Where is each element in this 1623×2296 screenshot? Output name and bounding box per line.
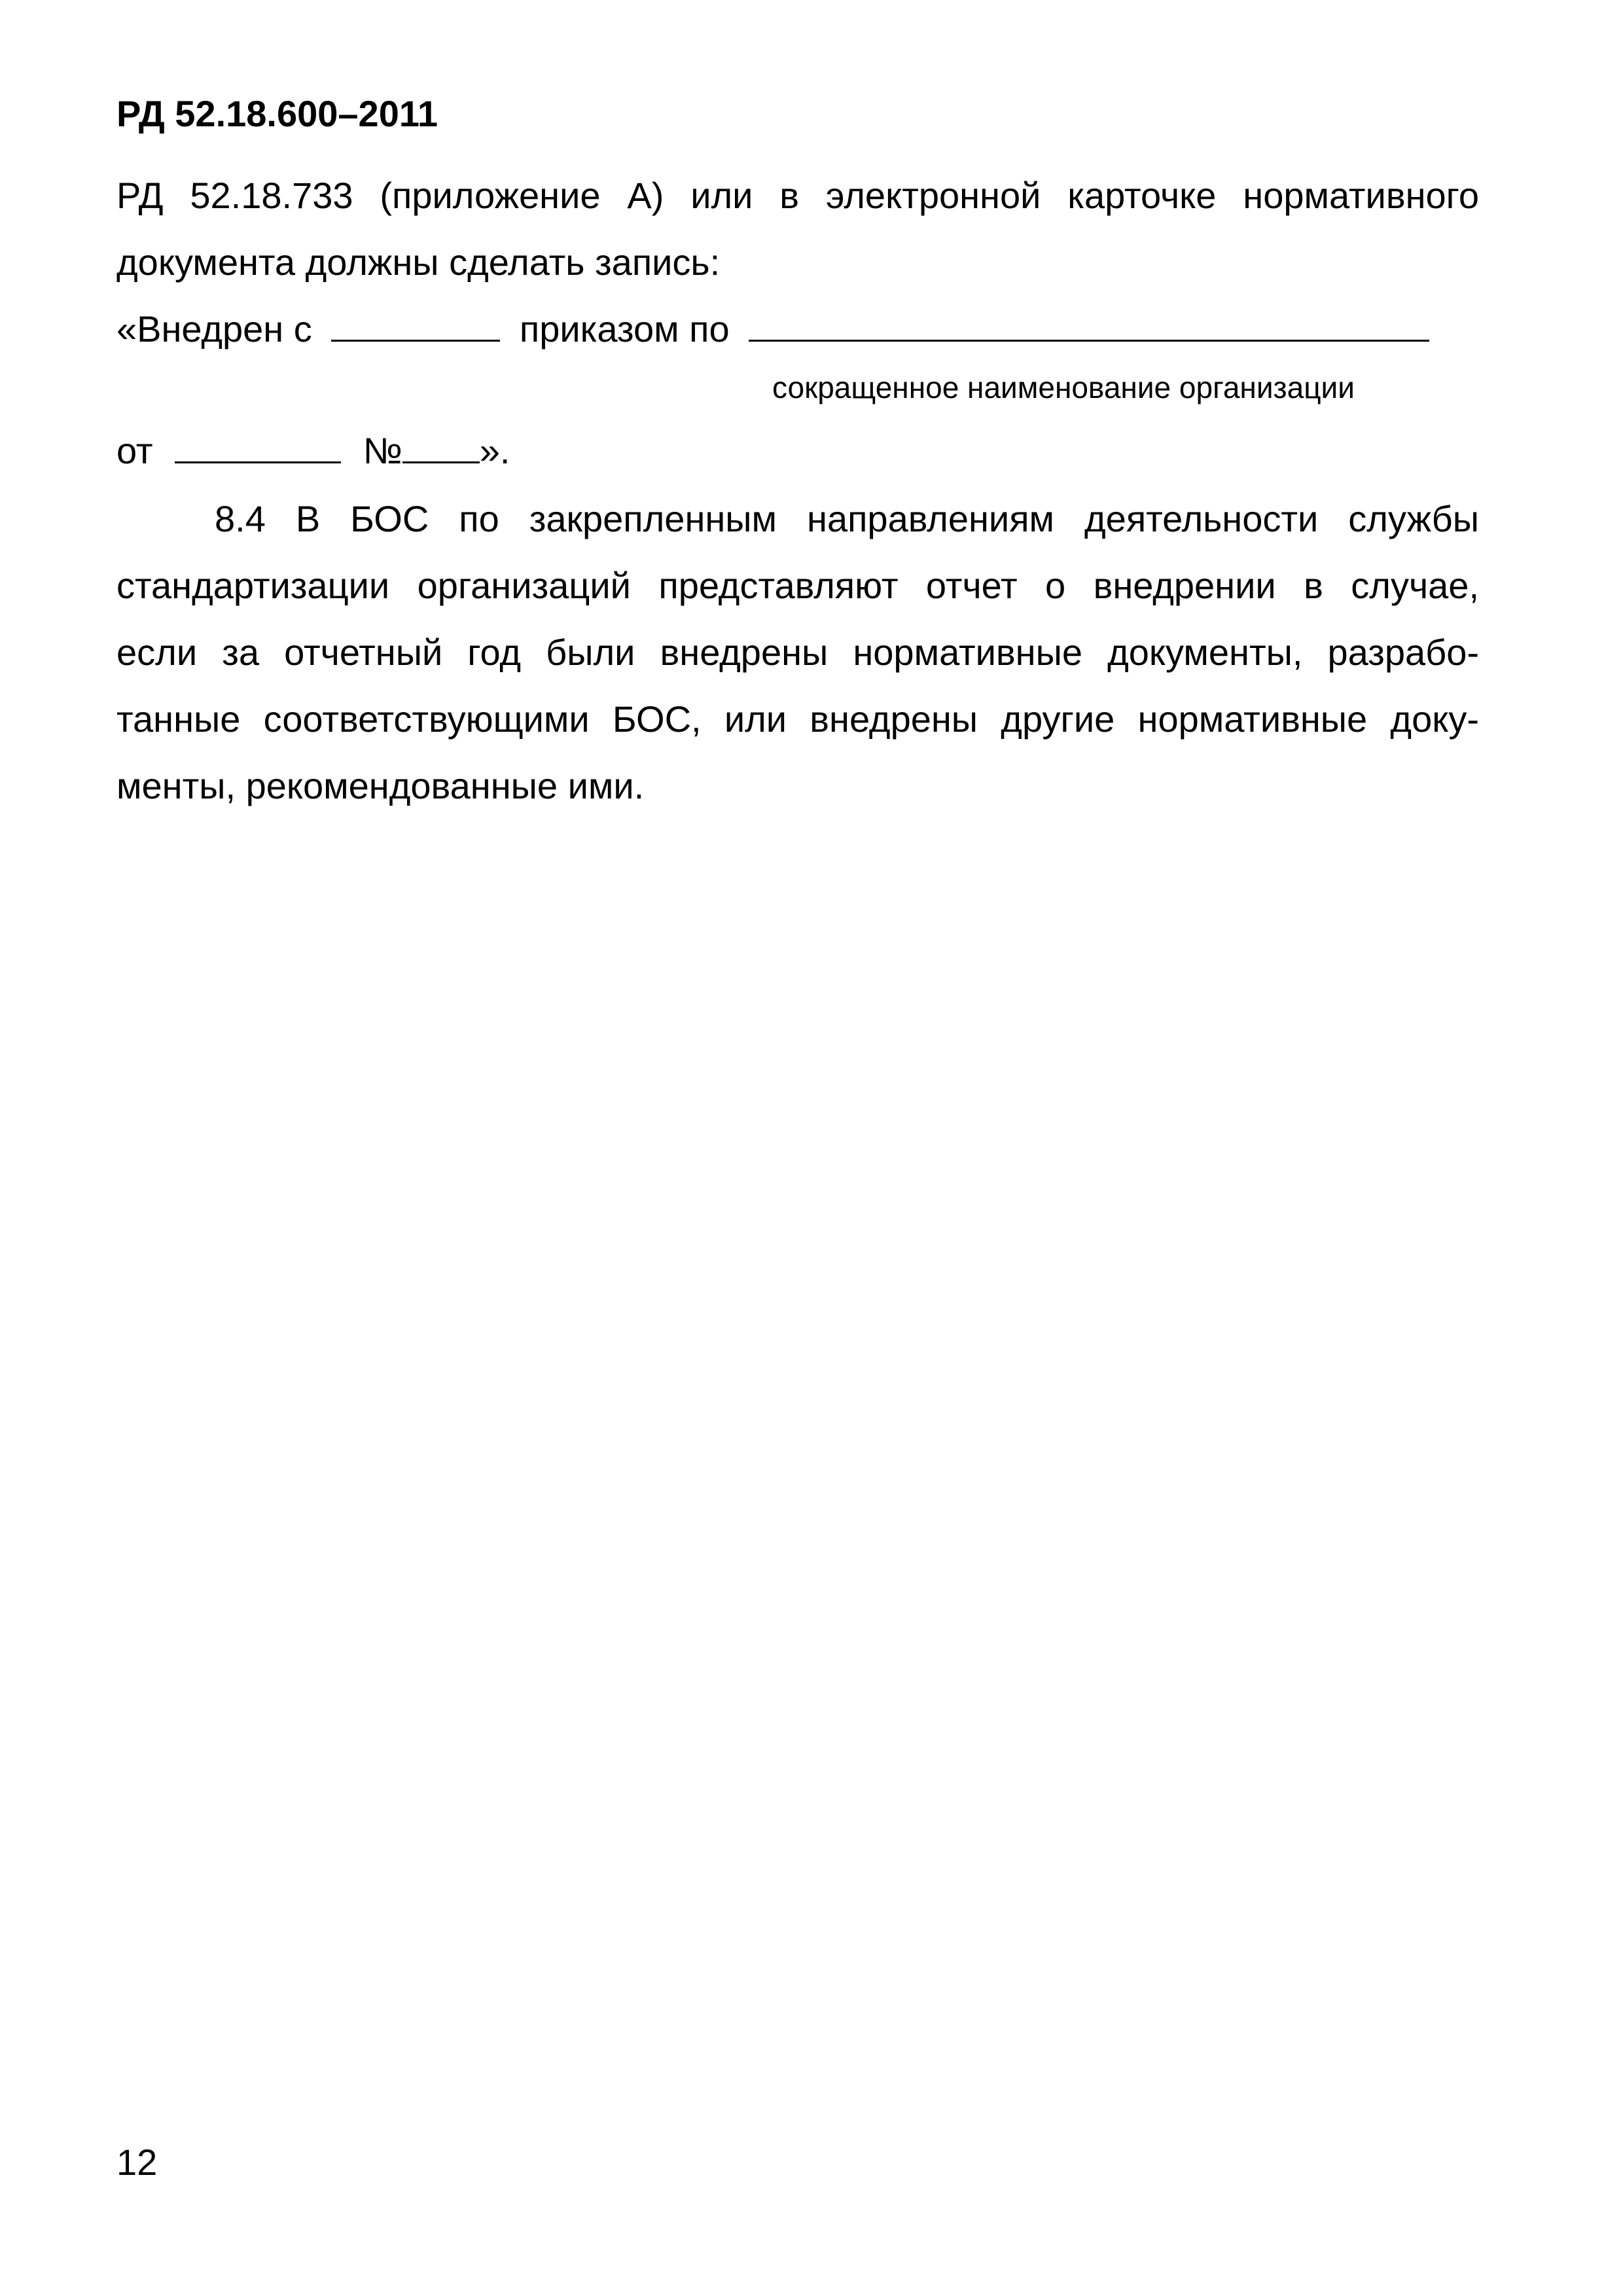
intro-line-2: документа должны сделать запись:	[116, 242, 721, 283]
from-label: от	[116, 430, 153, 471]
section-8-4-line-3: если за отчетный год были внедрены нормативные документы, разрабо-	[116, 632, 1479, 673]
section-8-4-line-4: танные соответствующими БОС, или внедрены другие нормативные доку-	[116, 698, 1479, 740]
from-date-blank	[175, 430, 341, 463]
implemented-prefix: «Внедрен с	[116, 308, 312, 350]
organization-blank	[749, 308, 1429, 342]
number-blank	[402, 430, 480, 463]
number-label: №	[363, 430, 402, 471]
date-number-form-line	[116, 418, 1479, 484]
page-number: 12	[116, 2142, 158, 2183]
section-8-4-line-2: стандартизации организаций представляют отчет о внедрении в случае,	[116, 565, 1479, 606]
document-code-header: РД 52.18.600–2011	[116, 93, 438, 134]
intro-line-1: РД 52.18.733 (приложение А) или в электронной карточке нормативного	[116, 175, 1479, 216]
by-order-label: приказом по	[519, 308, 730, 350]
section-8-4-paragraph	[116, 486, 1479, 819]
implementation-form-line	[116, 296, 1479, 363]
closing-quote: ».	[479, 430, 510, 471]
organization-caption: сокращенное наименование организации	[772, 370, 1355, 404]
intro-paragraph	[116, 162, 1479, 296]
section-8-4-line-5: менты, рекомендованные ими.	[116, 765, 645, 806]
date-blank	[331, 308, 500, 342]
section-8-4-line-1: 8.4 В БОС по закрепленным направлениям деятельности службы	[215, 498, 1479, 539]
